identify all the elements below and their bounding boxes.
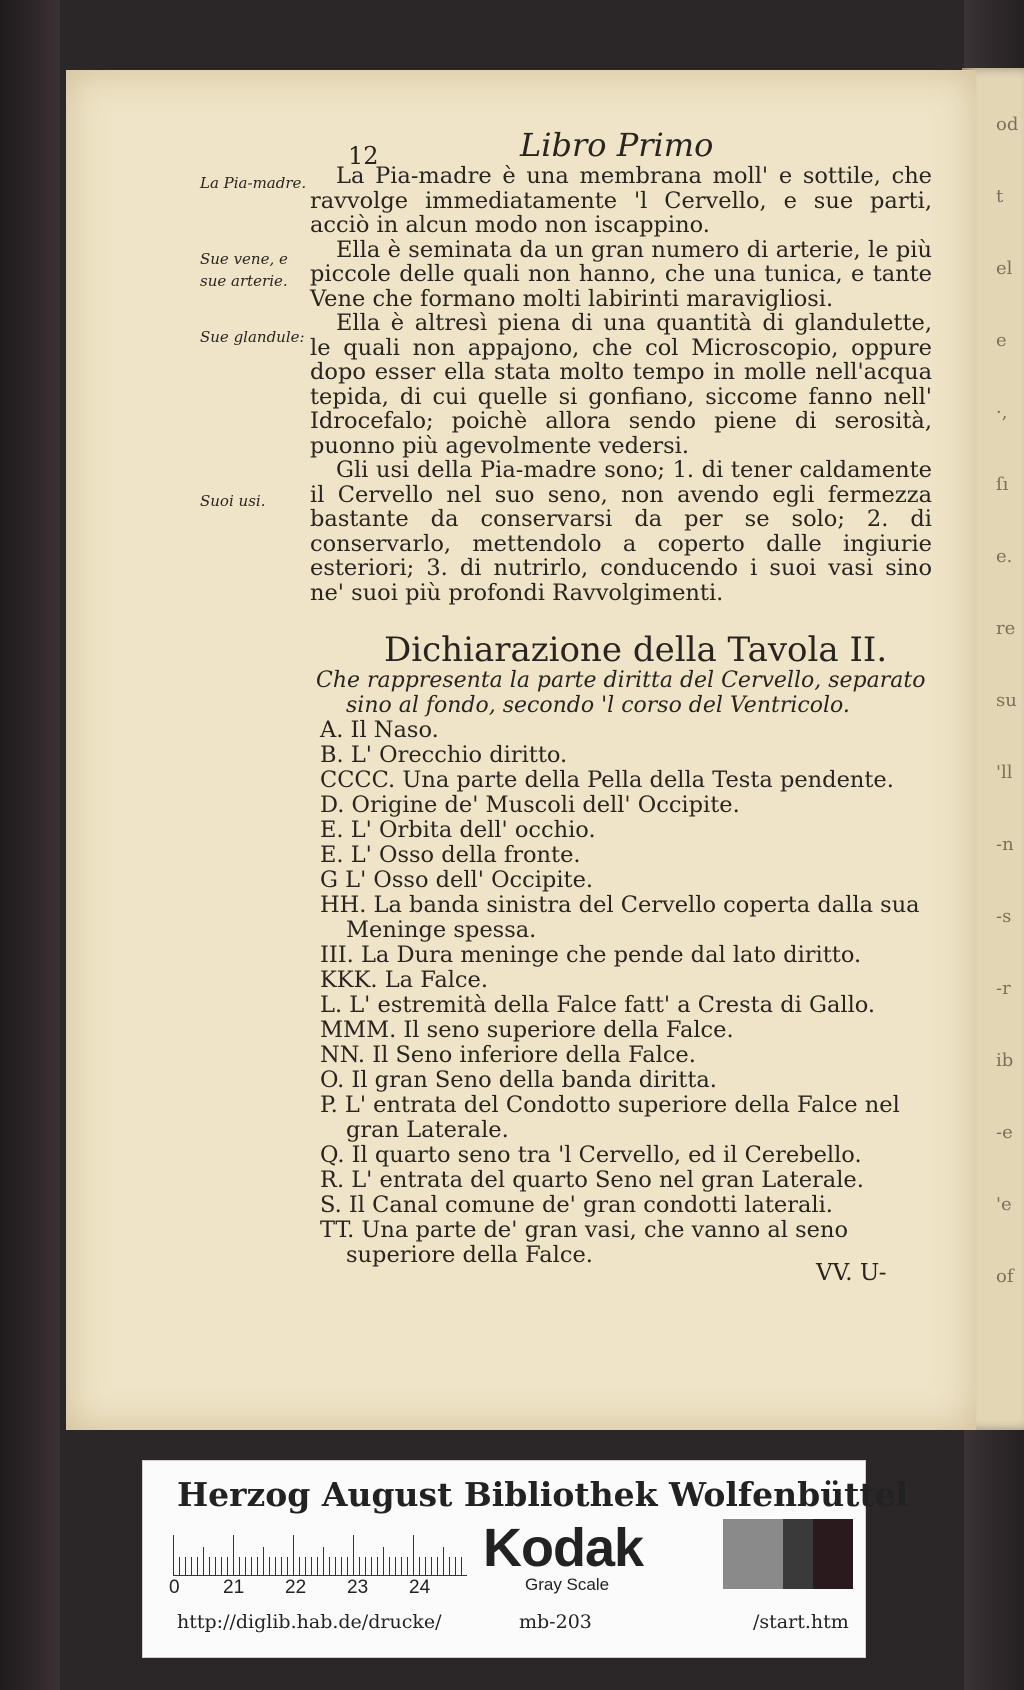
ruler-tick <box>353 1535 354 1575</box>
ruler-tick <box>401 1557 402 1575</box>
ruler-tick <box>215 1557 216 1575</box>
catchword: VV. U- <box>816 1260 887 1286</box>
adjacent-page-fragment: ſı <box>996 474 1009 495</box>
ruler-tick <box>227 1557 228 1575</box>
legend-item: III. La Dura meninge che pende dal lato diritto. <box>320 942 862 968</box>
legend-item: E. L' Orbita dell' occhio. <box>320 817 596 843</box>
ruler-scale <box>173 1531 467 1576</box>
section-subtitle <box>316 668 936 718</box>
adjacent-page-fragment: 'll <box>996 762 1013 783</box>
legend-item: KKK. La Falce. <box>320 967 489 993</box>
legend-item: CCCC. Una parte della Pella della Testa pendente. <box>320 767 894 793</box>
plate-legend <box>320 718 932 1268</box>
adjacent-page-fragment: 'e <box>996 1194 1012 1215</box>
ruler-tick <box>317 1557 318 1575</box>
ruler-tick <box>311 1557 312 1575</box>
legend-item: NN. Il Seno inferiore della Falce. <box>320 1042 696 1068</box>
legend-item: L. L' estremità della Falce fatt' a Cresta di Gallo. <box>320 992 876 1018</box>
color-target-card <box>142 1460 909 1658</box>
ruler-tick <box>299 1557 300 1575</box>
adjacent-page-fragment: of <box>996 1266 1014 1287</box>
margin-note-glandule: Sue glandule: <box>200 328 305 346</box>
ruler-number: 22 <box>285 1577 307 1598</box>
kodak-logo: Kodak <box>483 1518 644 1578</box>
legend-item: TT. Una parte de' gran vasi, che vanno al seno superiore della Falce. <box>320 1217 849 1268</box>
ruler-tick <box>341 1557 342 1575</box>
adjacent-page-fragment: e <box>996 330 1007 351</box>
ruler-tick <box>419 1557 420 1575</box>
paragraph: Ella è seminata da un gran numero di arterie, le più piccole delle quali non hanno, che una tunica, e tante Vene che formano molti labirinti maravigliosi. <box>310 236 932 312</box>
legend-item: MMM. Il seno superiore della Falce. <box>320 1017 734 1043</box>
ruler-tick <box>275 1557 276 1575</box>
ruler-tick <box>365 1557 366 1575</box>
adjacent-page-fragment: ib <box>996 1050 1014 1071</box>
adjacent-page-fragment: el <box>996 258 1013 279</box>
ruler-tick <box>191 1557 192 1575</box>
adjacent-page-fragment: su <box>996 690 1017 711</box>
adjacent-page-fragment: t <box>996 186 1004 207</box>
library-name: Herzog August Bibliothek Wolfenbüttel <box>177 1475 909 1514</box>
ruler-tick <box>455 1557 456 1575</box>
legend-item: G L' Osso dell' Occipite. <box>320 867 594 893</box>
gray-scale-label: Gray Scale <box>525 1575 610 1594</box>
ruler-tick <box>377 1557 378 1575</box>
subtitle-line: Che rappresenta la parte diritta del Cervello, separato <box>316 668 926 693</box>
ruler-tick <box>251 1557 252 1575</box>
adjacent-page-fragment: e. <box>996 546 1013 567</box>
ruler-tick <box>305 1557 306 1575</box>
ruler-tick <box>239 1557 240 1575</box>
adjacent-page-fragment: -r <box>996 978 1011 999</box>
ruler-tick <box>263 1547 264 1575</box>
ruler-tick <box>209 1557 210 1575</box>
legend-item: R. L' entrata del quarto Seno nel gran Laterale. <box>320 1167 864 1193</box>
adjacent-page-fragment: od <box>996 114 1019 135</box>
ruler-tick <box>269 1557 270 1575</box>
legend-item: A. Il Naso. <box>320 717 439 743</box>
adjacent-page-fragment: re <box>996 618 1016 639</box>
legend-item: E. L' Osso della fronte. <box>320 842 581 868</box>
ruler-tick <box>437 1557 438 1575</box>
ruler-tick <box>245 1557 246 1575</box>
ruler-tick <box>407 1557 408 1575</box>
ruler-tick <box>323 1547 324 1575</box>
margin-note-usi: Suoi usi. <box>200 492 266 510</box>
ruler-tick <box>203 1547 204 1575</box>
running-head: Libro Primo <box>520 126 714 164</box>
ruler-tick <box>173 1535 174 1575</box>
legend-item: HH. La banda sinistra del Cervello coperta dalla sua Meninge spessa. <box>320 892 920 943</box>
ruler-number: 24 <box>409 1577 431 1598</box>
ruler-tick <box>395 1557 396 1575</box>
ruler-tick <box>185 1557 186 1575</box>
section-title: Dichiarazione della Tavola II. <box>384 630 888 670</box>
ruler-tick <box>425 1557 426 1575</box>
ruler-number: 21 <box>223 1577 245 1598</box>
ruler-tick <box>257 1557 258 1575</box>
legend-item: P. L' entrata del Condotto superiore della Falce nel gran Laterale. <box>320 1092 900 1143</box>
ruler-tick <box>383 1547 384 1575</box>
ruler-tick <box>443 1547 444 1575</box>
gray-swatch-black <box>813 1519 853 1589</box>
ruler-tick <box>461 1557 462 1575</box>
ruler-tick <box>293 1535 294 1575</box>
ruler-tick <box>431 1557 432 1575</box>
adjacent-page-fragment: -s <box>996 906 1012 927</box>
ruler-tick <box>335 1557 336 1575</box>
margin-note-pia-madre: La Pia-madre. <box>200 174 307 192</box>
ruler-tick <box>359 1557 360 1575</box>
legend-item: D. Origine de' Muscoli dell' Occipite. <box>320 792 740 818</box>
ruler-tick <box>287 1557 288 1575</box>
ruler-number: 0 <box>169 1577 180 1598</box>
adjacent-page-fragment: -n <box>996 834 1014 855</box>
shelfmark-code: mb-203 <box>519 1611 592 1633</box>
ruler-numbers <box>169 1577 479 1603</box>
gray-swatch-mid <box>723 1519 783 1589</box>
ruler-tick <box>221 1557 222 1575</box>
adjacent-page-fragment: ·, <box>996 402 1008 423</box>
subtitle-line: sino al fondo, secondo 'l corso del Ventricolo. <box>346 693 850 718</box>
legend-item: Q. Il quarto seno tra 'l Cervello, ed il Cerebello. <box>320 1142 862 1168</box>
source-url: http://diglib.hab.de/drucke/ <box>177 1611 442 1633</box>
paragraph: Ella è altresì piena di una quantità di glandulette, le quali non appajono, che col Microscopio, oppure dopo esser ella stata molto tempo in molle nell'acqua tepida, di cui quelle si gonfiano, siccome fanno nell' Idrocefalo; poichè allora sendo piene di serosità, puonno più agevolmente vedersi. <box>310 310 932 459</box>
ruler-tick <box>233 1535 234 1575</box>
ruler-tick <box>329 1557 330 1575</box>
body-text <box>310 164 932 605</box>
ruler-tick <box>371 1557 372 1575</box>
ruler-tick <box>179 1557 180 1575</box>
ruler-tick <box>197 1557 198 1575</box>
ruler-tick <box>389 1557 390 1575</box>
start-page: /start.htm <box>753 1611 849 1633</box>
legend-item: B. L' Orecchio diritto. <box>320 742 568 768</box>
ruler-tick <box>347 1557 348 1575</box>
legend-item: S. Il Canal comune de' gran condotti laterali. <box>320 1192 833 1218</box>
scan-background-left <box>0 0 60 1690</box>
ruler-number: 23 <box>347 1577 369 1598</box>
paragraph: Gli usi della Pia-madre sono; 1. di tener caldamente il Cervello nel suo seno, non avendo egli fermezza bastante da conservarsi da per se solo; 2. di conservarlo, mettendolo a coperto dalle ingiurie esteriori; 3. di nutrirlo, conducendo i suoi vasi sino ne' suoi più profondi Ravvolgimenti. <box>310 457 932 606</box>
legend-item: O. Il gran Seno della banda diritta. <box>320 1067 717 1093</box>
ruler-tick <box>281 1557 282 1575</box>
paragraph: La Pia-madre è una membrana moll' e sottile, che ravvolge immediatamente 'l Cervello, e sue parti, acciò in alcun modo non iscappino. <box>310 163 932 238</box>
margin-note-vene-arterie: Sue vene, e sue arterie. <box>200 250 288 290</box>
ruler-tick <box>449 1557 450 1575</box>
ruler-tick <box>413 1535 414 1575</box>
gray-swatch-dark <box>783 1519 813 1589</box>
page-number: 12 <box>348 142 379 170</box>
adjacent-page-fragment: -e <box>996 1122 1013 1143</box>
